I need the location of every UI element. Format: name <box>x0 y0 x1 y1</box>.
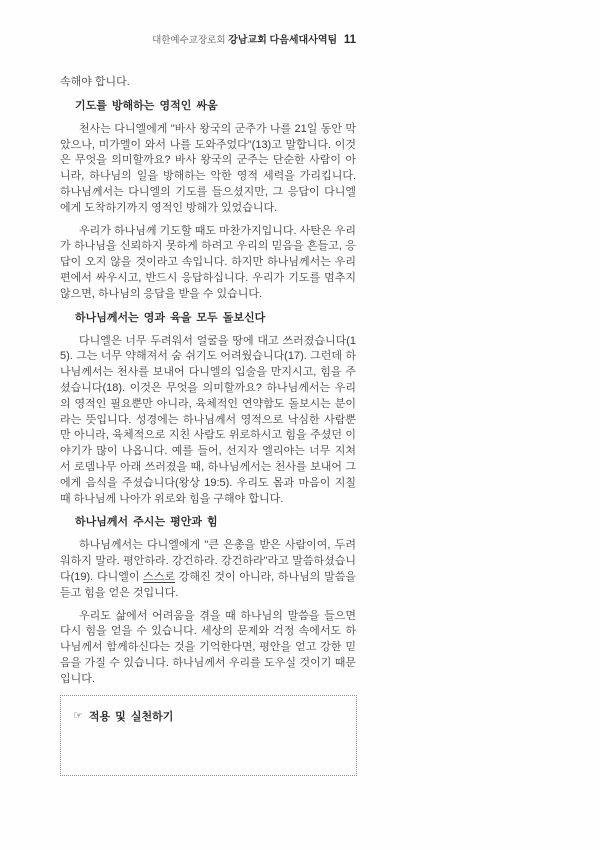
paragraph: 다니엘은 너무 두려워서 얼굴을 땅에 대고 쓰러졌습니다(15). 그는 너무 약해져서 숨 쉬기도 어려웠습니다(17). 그런데 하나님께서는 천사를 보내어 다니엘의 입술을 만지시고, 힘을 주셨습니다(18). 이것은 무엇을 의미할까요? 하나님께서는 우리의 영적인 필요뿐만 아니라, 육체적인 연약함도 돌보시는 분이라는 뜻입니다. 성경에는 하나님께서 영적으로 낙심한 사람뿐만 아니라, 육체적으로 지친 사람도 위로하시고 힘을 주셨던 이야기가 많이 나옵니다. 예를 들어, 선지자 엘리야는 너무 지쳐서 로뎀나무 아래 쓰러졌을 때, 하나님께서는 천사를 보내어 그에게 음식을 주셨습니다(왕상 19:5). 우리도 몸과 마음이 지칠 때 하나님께 나아가 위로와 힘을 구해야 합니다. <box>60 334 356 505</box>
continuation-paragraph: 속해야 합니다. <box>60 76 130 88</box>
header-presbytery: 대한예수교장로회 <box>152 35 226 46</box>
paragraph-segment: 하나님께서는 다니엘에게 "큰 은총을 받은 사람이여, 두려워하지 말라. 평안하라. 강건하라. 강건하라"라고 말씀하셨습니다(19). 다니엘이 <box>60 539 356 583</box>
paragraph: 천사는 다니엘에게 "바사 왕국의 군주가 나를 21일 동안 막았으나, 미가엘이 와서 나를 도와주었다"(13)고 말합니다. 이것은 무엇을 의미할까요? 바사 왕국의 군주는 단순한 사람이 아니라, 하나님의 일을 방해하는 악한 영적 세력을 가리킵니다. 하나님께서는 다니엘의 기도를 들으셨지만, 그 응답이 다니엘에게 도착하기까지 영적인 방해가 있었습니다. <box>60 122 356 214</box>
underlined-word: 스스로 <box>143 570 176 583</box>
header-team: 강남교회 다음세대사역팀 <box>228 35 338 46</box>
text-column <box>60 34 356 776</box>
page-number: 11 <box>343 34 356 46</box>
section-heading-peace-strength: 하나님께서 주시는 평안과 힘 <box>75 516 218 529</box>
section-heading-prayer-battle: 기도를 방해하는 영적인 싸움 <box>75 99 218 112</box>
paragraph-with-underline <box>60 538 356 601</box>
page-header <box>60 34 356 47</box>
paragraph: 우리가 하나님께 기도할 때도 마찬가지입니다. 사탄은 우리가 하나님을 신뢰하지 못하게 하려고 우리의 믿음을 흔들고, 응답이 오지 않을 것이라고 속입니다. 하지만 하나님께서는 우리 편에서 싸우시고, 반드시 응답하십니다. 우리가 기도를 멈추지 않으면, 하나님의 응답을 받을 수 있습니다. <box>60 224 356 300</box>
section-heading-god-cares: 하나님께서는 영과 육을 모두 돌보신다 <box>75 311 266 324</box>
application-box-title: 적용 및 실천하기 <box>88 710 174 723</box>
paragraph: 우리도 삶에서 어려움을 겪을 때 하나님의 말씀을 들으면 다시 힘을 얻을 수 있습니다. 세상의 문제와 걱정 속에서도 하나님께서 함께하신다는 것을 기억한다면, 평안을 얻고 강한 믿음을 가질 수 있습니다. 하나님께서 우리를 도우실 것이기 때문입니다. <box>60 609 356 685</box>
application-box <box>60 695 357 776</box>
paragraph-segment: 강해진 것이 아니라, 하나님의 말씀을 듣고 힘을 얻은 것입니다. <box>60 570 356 599</box>
pointing-hand-icon: ☞ <box>73 709 83 722</box>
